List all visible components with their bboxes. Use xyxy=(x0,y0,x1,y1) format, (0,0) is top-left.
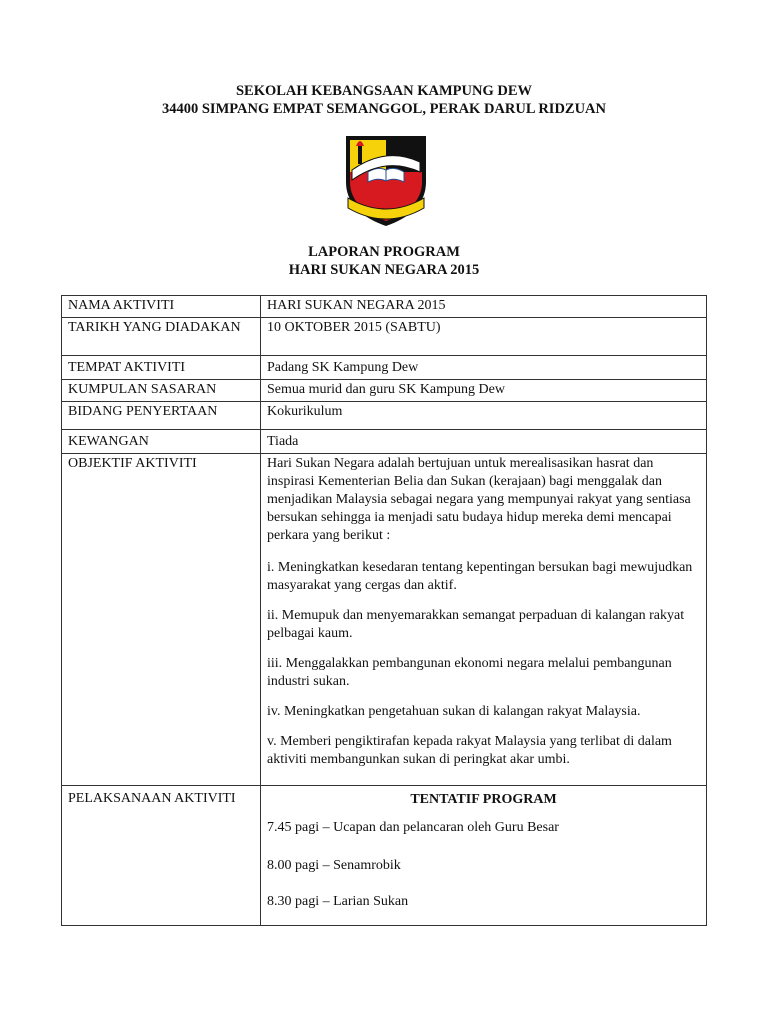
row-label: TARIKH YANG DIADAKAN xyxy=(62,318,261,356)
school-crest-logo xyxy=(338,132,434,228)
row-value: Semua murid dan guru SK Kampung Dew xyxy=(261,380,707,402)
row-value: 10 OKTOBER 2015 (SABTU) xyxy=(261,318,707,356)
objektif-item: ii. Memupuk dan menyemarakkan semangat perpaduan di kalangan rakyat pelbagai kaum. xyxy=(267,608,685,641)
row-label: KUMPULAN SASARAN xyxy=(62,380,261,402)
objektif-item: v. Memberi pengiktirafan kepada rakyat Malaysia yang terlibat di dalam aktiviti membangunkan sukan di peringkat akar umbi. xyxy=(267,734,672,767)
schedule-item: 8.30 pagi – Larian Sukan xyxy=(267,894,409,909)
objektif-item: iv. Meningkatkan pengetahuan sukan di kalangan rakyat Malaysia. xyxy=(267,704,641,719)
school-address: 34400 SIMPANG EMPAT SEMANGGOL, PERAK DARUL RIDZUAN xyxy=(161,101,606,117)
table-row-objektif xyxy=(62,454,707,786)
objektif-item: i. Meningkatkan kesedaran tentang kepentingan bersukan bagi mewujudkan masyarakat yang cergas dan aktif. xyxy=(267,560,693,593)
table-row xyxy=(62,318,707,356)
tentatif-heading: TENTATIF PROGRAM xyxy=(410,792,557,807)
table-row xyxy=(62,356,707,380)
objektif-intro: Hari Sukan Negara adalah bertujuan untuk merealisasikan hasrat dan inspirasi Kementerian Belia dan Sukan (kerajaan) bagi menggalak dan menjadikan Malaysia sebagai negara yang mempunyai rakyat yang sentiasa bersukan sehingga ia menjadi satu budaya hidup mereka demi mencapai perkara yang berikut : xyxy=(267,456,691,543)
table-row xyxy=(62,380,707,402)
row-label: PELAKSANAAN AKTIVITI xyxy=(62,786,261,926)
schedule-item: 8.00 pagi – Senamrobik xyxy=(267,858,401,873)
table-row xyxy=(62,402,707,430)
row-label: NAMA AKTIVITI xyxy=(62,296,261,318)
objektif-item: iii. Menggalakkan pembangunan ekonomi negara melalui pembangunan industri sukan. xyxy=(267,656,672,689)
school-name: SEKOLAH KEBANGSAAN KAMPUNG DEW xyxy=(235,83,533,99)
report-subtitle: HARI SUKAN NEGARA 2015 xyxy=(288,262,480,278)
row-value: Padang SK Kampung Dew xyxy=(261,356,707,380)
table-row-pelaksanaan xyxy=(62,786,707,926)
row-label: OBJEKTIF AKTIVITI xyxy=(62,454,261,786)
row-label: BIDANG PENYERTAAN xyxy=(62,402,261,430)
table-row xyxy=(62,296,707,318)
schedule-item: 7.45 pagi – Ucapan dan pelancaran oleh Guru Besar xyxy=(267,820,559,835)
report-table xyxy=(61,295,707,926)
report-title: LAPORAN PROGRAM xyxy=(308,244,460,260)
objektif-content xyxy=(261,454,707,786)
row-value: Kokurikulum xyxy=(261,402,707,430)
pelaksanaan-content xyxy=(261,786,707,926)
row-value: HARI SUKAN NEGARA 2015 xyxy=(261,296,707,318)
row-label: KEWANGAN xyxy=(62,430,261,454)
table-row xyxy=(62,430,707,454)
row-label: TEMPAT AKTIVITI xyxy=(62,356,261,380)
row-value: Tiada xyxy=(261,430,707,454)
